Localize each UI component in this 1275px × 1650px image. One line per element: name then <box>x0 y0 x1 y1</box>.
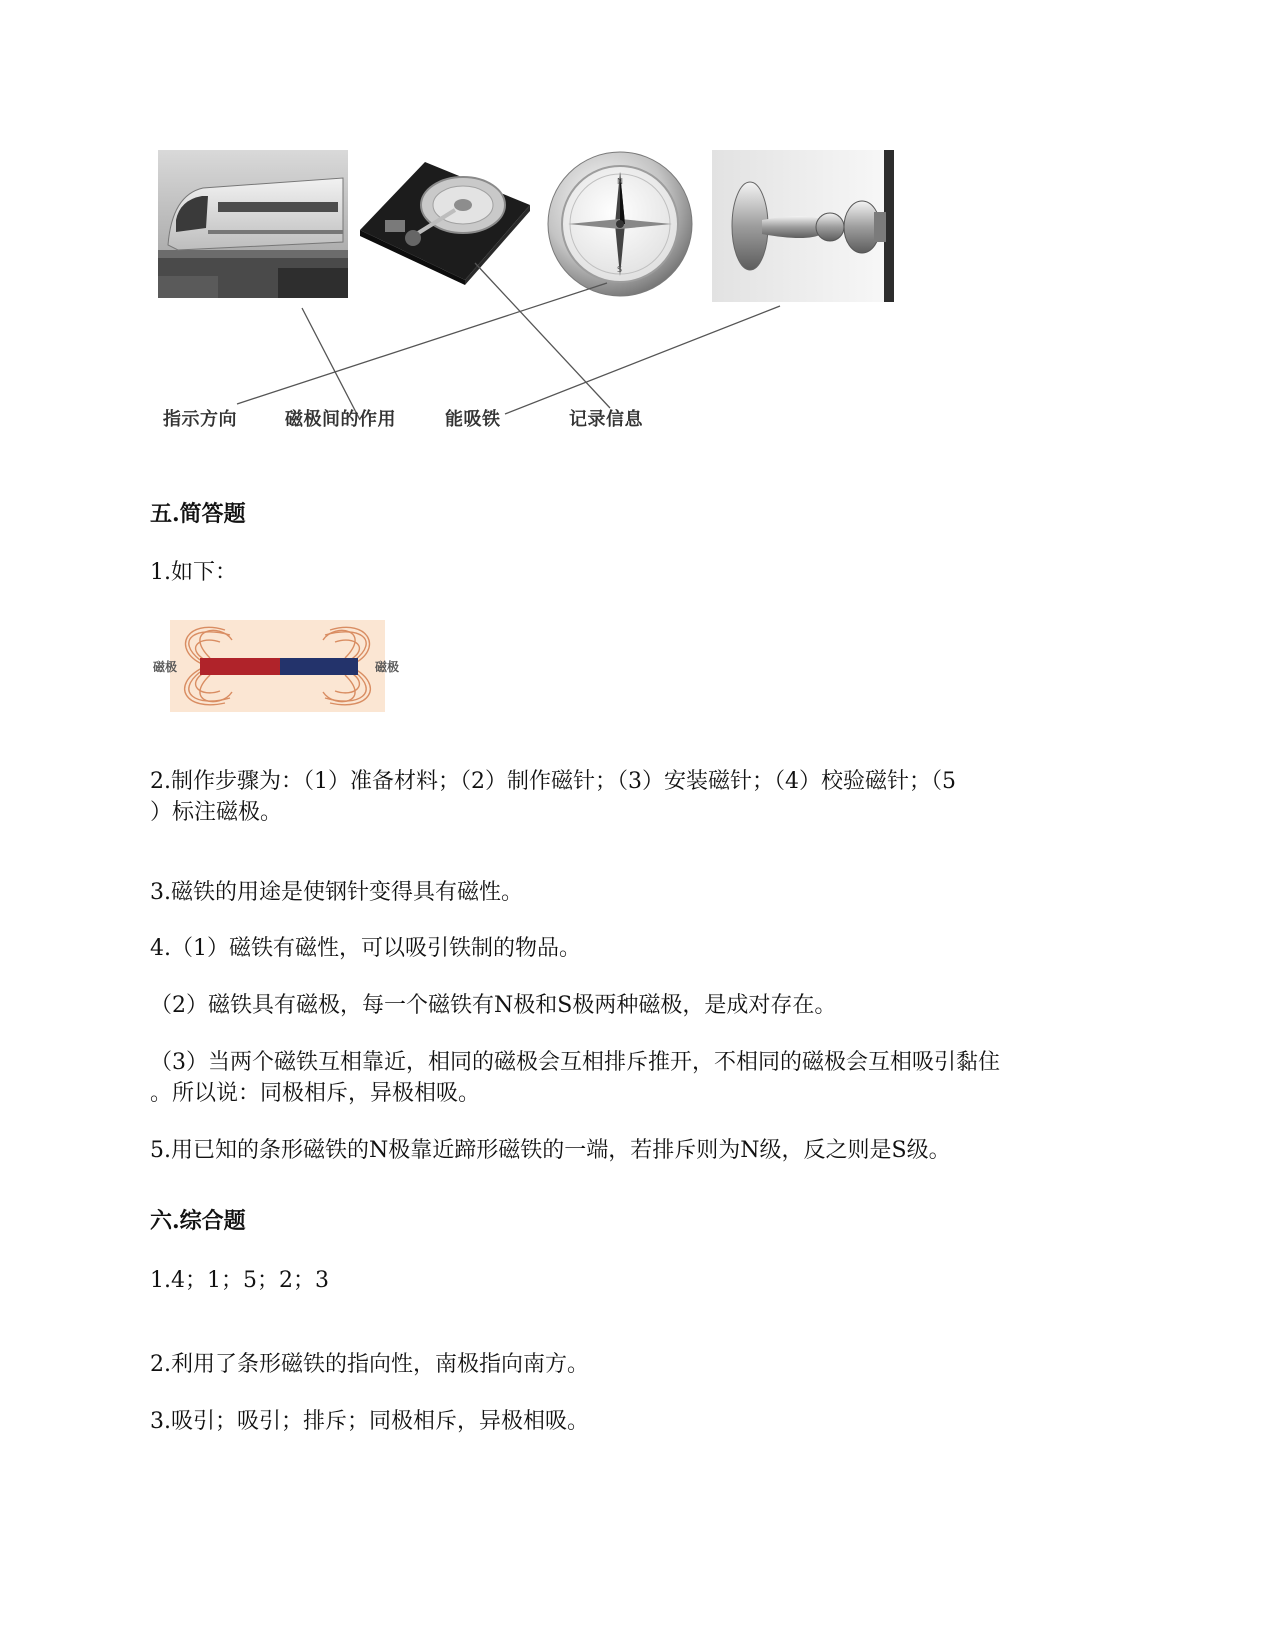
s5-q4-line1: 4.（1）磁铁有磁性，可以吸引铁制的物品。 <box>150 936 581 961</box>
label-attract-iron: 能吸铁 <box>445 409 501 430</box>
s6-q1: 1.4；1；5；2；3 <box>150 1268 329 1293</box>
section-6-title: 六.综合题 <box>150 1208 246 1234</box>
magnet-pole-label-left: 磁极 <box>153 660 178 674</box>
s5-q3: 3.磁铁的用途是使钢针变得具有磁性。 <box>150 880 523 905</box>
s6-q3: 3.吸引；吸引；排斥；同极相斥，异极相吸。 <box>150 1409 589 1434</box>
s5-q1: 1.如下： <box>150 560 237 585</box>
matching-lines <box>0 0 1275 440</box>
label-pole-interaction: 磁极间的作用 <box>285 409 396 430</box>
svg-text:N: N <box>617 177 623 186</box>
label-point-direction: 指示方向 <box>163 409 237 430</box>
s5-q4-line3: （3）当两个磁铁互相靠近，相同的磁极会互相排斥推开，不相同的磁极会互相吸引黏住 <box>150 1050 1000 1075</box>
section-5-title: 五.简答题 <box>150 501 246 527</box>
svg-text:S: S <box>617 265 623 274</box>
s5-q2-line2: ）标注磁极。 <box>150 800 283 825</box>
s6-q2: 2.利用了条形磁铁的指向性，南极指向南方。 <box>150 1352 589 1377</box>
magnet-pole-label-right: 磁极 <box>375 660 400 674</box>
bar-magnet-figure <box>170 620 385 712</box>
s5-q2-line1: 2.制作步骤为：（1）准备材料；（2）制作磁针；（3）安装磁针；（4）校验磁针；（5 <box>150 769 956 794</box>
label-record-info: 记录信息 <box>569 409 643 430</box>
s5-q4-line4: 。所以说：同极相斥，异极相吸。 <box>150 1081 481 1106</box>
s5-q4-line2: （2）磁铁具有磁极，每一个磁铁有N极和S极两种磁极，是成对存在。 <box>150 993 837 1018</box>
s5-q5: 5.用已知的条形磁铁的N极靠近蹄形磁铁的一端，若排斥则为N级，反之则是S级。 <box>150 1138 951 1163</box>
